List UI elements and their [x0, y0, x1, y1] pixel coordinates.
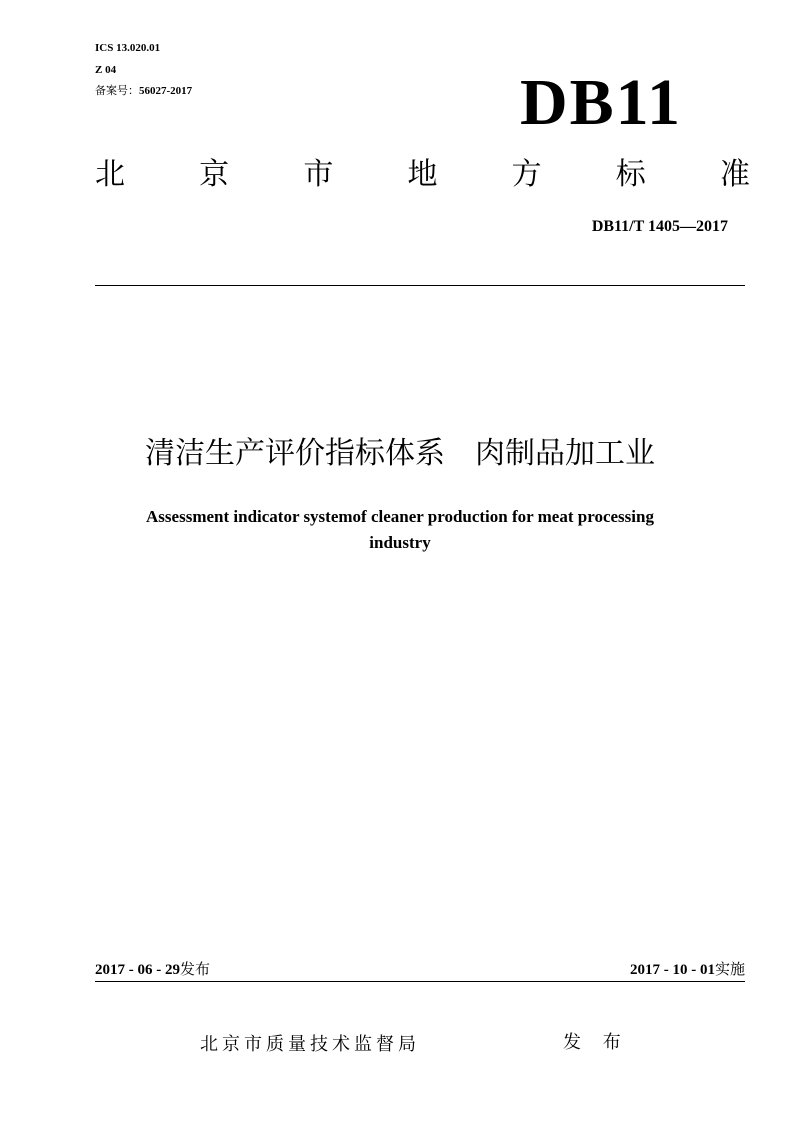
- issuing-authority: 北京市质量技术监督局: [200, 1034, 420, 1055]
- top-divider: [95, 285, 745, 286]
- local-standard-char: 准: [719, 157, 750, 192]
- implementation-date: [630, 958, 745, 981]
- document-title-chinese: 清洁生产评价指标体系 肉制品加工业: [145, 436, 655, 471]
- local-standard-heading: [95, 155, 750, 195]
- local-standard-char: 方: [511, 157, 542, 192]
- issue-date-value: 2017 - 06 - 29: [95, 962, 180, 978]
- issue-suffix: 发布: [180, 960, 211, 978]
- filing-label: 备案号：: [95, 84, 139, 97]
- implementation-suffix: 实施: [714, 960, 745, 978]
- local-standard-char: 地: [407, 157, 438, 192]
- ccs-code: Z 04: [95, 64, 117, 76]
- english-title-line-2: industry: [369, 533, 431, 552]
- db-logo: DB11: [520, 66, 683, 139]
- ics-code: ICS 13.020.01: [95, 42, 161, 54]
- issue-label: 发 布: [563, 1032, 629, 1053]
- local-standard-char: 标: [615, 157, 646, 192]
- document-title-english: [70, 504, 730, 556]
- standard-code: DB11/T 1405—2017: [591, 218, 728, 235]
- filing-number-value: 56027-2017: [139, 85, 193, 97]
- local-standard-char: 京: [199, 157, 230, 192]
- local-standard-char: 北: [95, 157, 125, 192]
- issue-date: [95, 958, 210, 981]
- english-title-line-1: Assessment indicator systemof cleaner production for meat processing: [146, 507, 654, 526]
- local-standard-char: 市: [303, 157, 334, 192]
- bottom-divider: [95, 981, 745, 982]
- filing-number: [95, 84, 192, 98]
- implementation-date-value: 2017 - 10 - 01: [629, 962, 715, 978]
